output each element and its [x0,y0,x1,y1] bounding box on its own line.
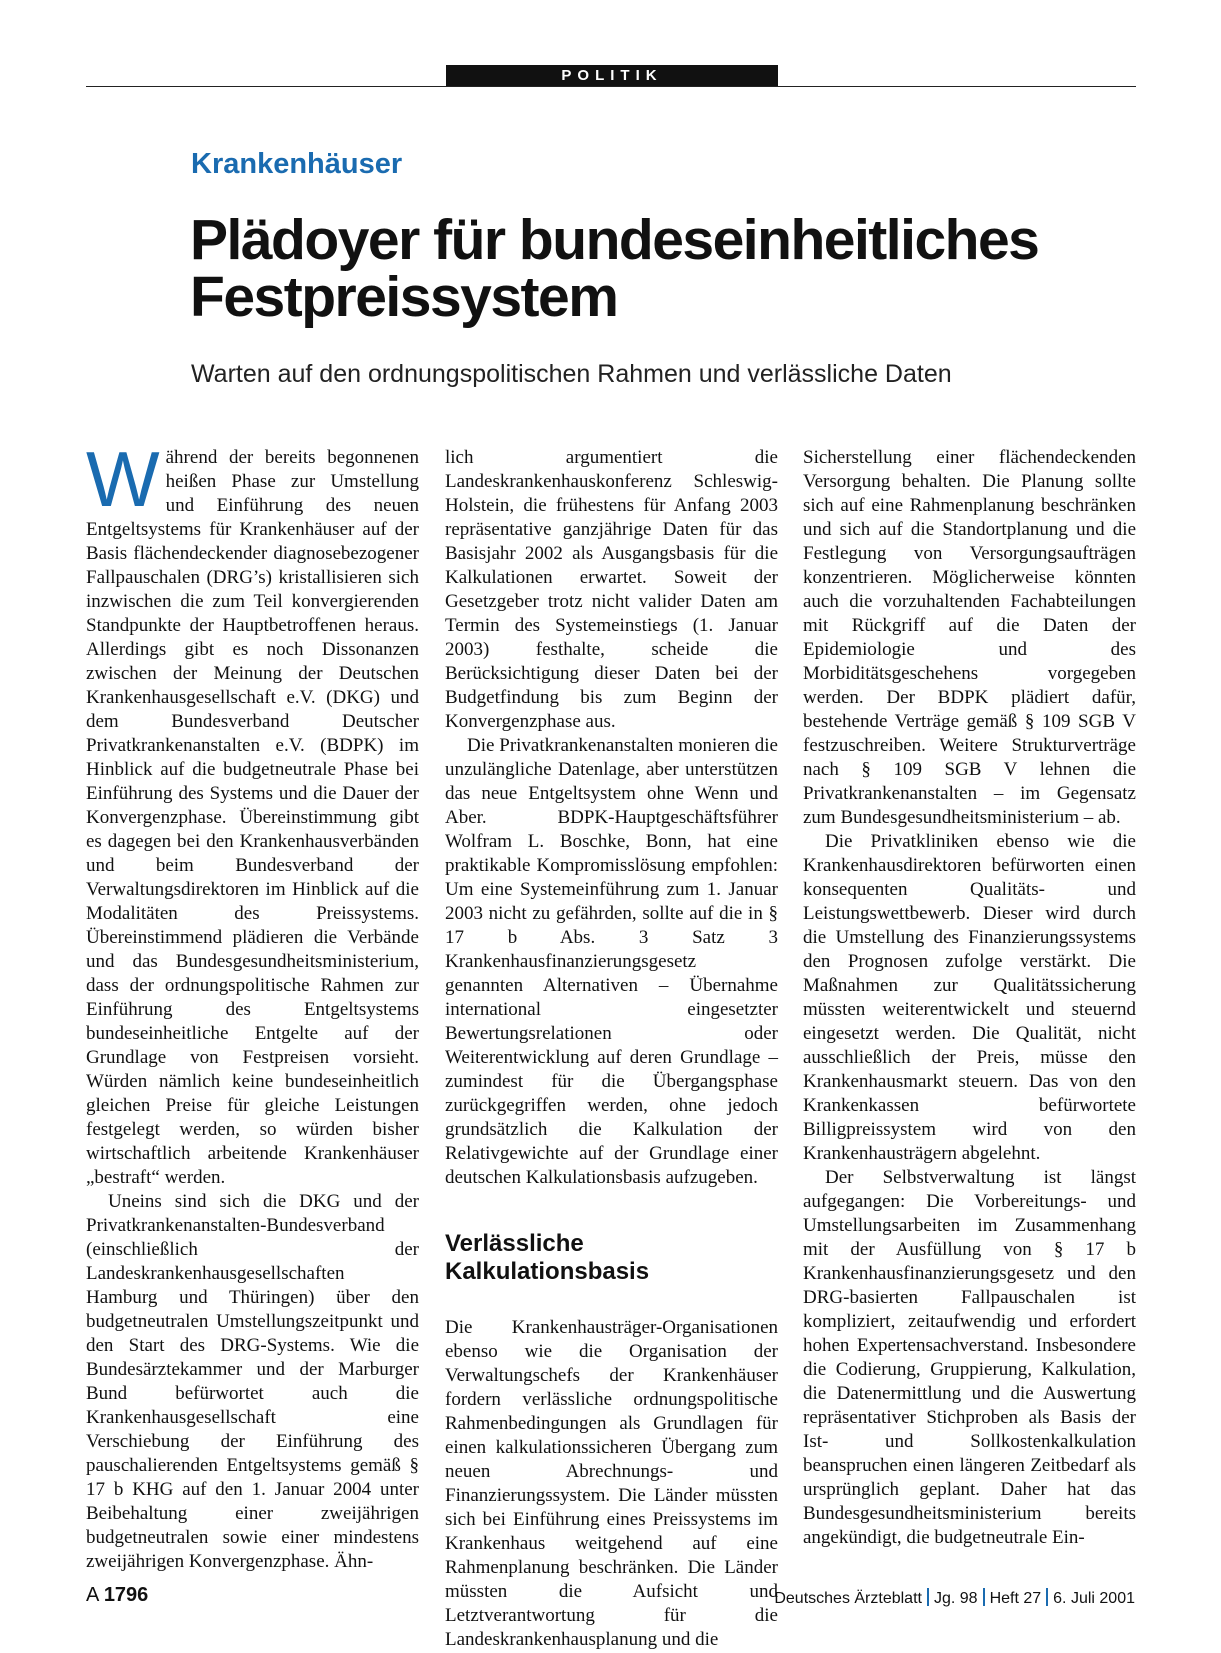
separator [927,1588,929,1606]
section-heading: Verlässliche Kalkulationsbasis [445,1230,650,1285]
drop-cap: W [86,435,160,523]
page-number-value: 1796 [103,1584,149,1606]
journal-issue: Heft 27 [989,1590,1042,1607]
paragraph: lich argumentiert die Landeskrankenhauskonferenz Schleswig-Holstein, die frühestens für Anfang 2003 repräsentative ganzjährige Daten für das Basisjahr 2002 als Ausgangsbasis für die Kalkulationen erwartet. Soweit der Gesetzgeber trotz nicht valider Daten am Termin des Systemeinstiegs (1. Januar 2003) festhalte, scheide die Berücksichtigung dieser Daten bei der Budgetfindung bis zum Beginn der Konvergenzphase aus. [445,447,778,732]
separator [1046,1588,1048,1606]
subtitle: Warten auf den ordnungspolitischen Rahmen und verlässliche Daten [191,360,952,388]
paragraph: Uneins sind sich die DKG und der Privatkrankenanstalten-Bundesverband (einschließlich der Landeskrankenhausgesellschaften Hamburg und Thüringen) über den budgetneutralen Umstellungszeitpunkt und den Start des DRG-Systems. Wie die Bundesärztekammer und der Marburger Bund befürwortet auch die Krankenhausgesellschaft eine Verschiebung der Einführung des pauschalierenden Entgeltsystems gemäß § 17 b KHG auf den 1. Januar 2004 unter Beibehaltung einer zweijährigen budgetneutralen sowie einer mindestens zweijährigen Konvergenzphase. Ähn- [86,1191,419,1572]
page-number [86,1584,148,1607]
journal-name: Deutsches Ärzteblatt [774,1590,922,1607]
article-column-2 [445,446,778,1652]
article-column-3 [803,446,1136,1550]
paragraph: Die Privatkrankenanstalten monieren die unzulängliche Datenlage, aber unterstützen das neue Entgeltsystem ohne Wenn und Aber. BDPK-Hauptgeschäftsführer Wolfram L. Boschke, Bonn, hat eine praktikable Kompromisslösung empfohlen: Um eine Systemeinführung zum 1. Januar 2003 nicht zu gefährden, sollte auf die in § 17 b Abs. 3 Satz 3 Krankenhausfinanzierungsgesetz genannten Alternativen – Übernahme international eingesetzter Bewertungsrelationen oder Weiterentwicklung auf deren Grundlage – zumindest für die Übergangsphase zurückgegriffen werden, ohne jedoch grundsätzlich die Kalkulation der Relativgewichte auf der Grundlage einer deutschen Kalkulationsbasis aufzugeben. [445,735,778,1188]
separator [983,1588,985,1606]
paragraph: Die Privatkliniken ebenso wie die Krankenhausdirektoren befürworten einen konsequenten Qualitäts- und Leistungswettbewerb. Dieser wird durch die Umstellung des Finanzierungssystems den Prognosen zufolge verstärkt. Die Maßnahmen zur Qualitätssicherung müssten weiterentwickelt und steuernd eingesetzt werden. Die Qualität, nicht ausschließlich der Preis, müsse den Krankenhausmarkt steuern. Das von den Krankenkassen befürwortete Billigpreissystem wird von den Krankenhausträgern abgelehnt. [803,831,1136,1164]
headline [190,208,1170,329]
article-column-1 [86,435,419,1574]
section-label: POLITIK [446,65,778,86]
journal-footer [774,1588,1135,1608]
paragraph: Der Selbstverwaltung ist längst aufgegangen: Die Vorbereitungs- und Umstellungsarbeiten im Zusammenhang mit der Ausfüllung von § 17 b Krankenhausfinanzierungsgesetz und den DRG-basierten Fallpauschalen ist kompliziert, zeitaufwendig und erfordert hohen Expertensachverstand. Insbesondere die Codierung, Gruppierung, Kalkulation, die Datenermittlung und die Auswertung repräsentativer Stichproben als Basis der Ist- und Sollkostenkalkulation beanspruchen einen längeren Zeitbedarf als ursprünglich geplant. Daher hat das Bundesgesundheitsministerium bereits angekündigt, die budgetneutrale Ein- [803,1167,1136,1548]
paragraph [86,435,419,1190]
section-rule [86,86,1136,87]
journal-date: 6. Juli 2001 [1053,1590,1135,1607]
kicker: Krankenhäuser [191,148,403,180]
paragraph: Sicherstellung einer flächendeckenden Versorgung behalten. Die Planung sollte sich auf eine Rahmenplanung beschränken und sich auf die Standortplanung und die Festlegung von Versorgungsaufträgen konzentrieren. Möglicherweise könnten auch die vorzuhaltenden Fachabteilungen mit Rückgriff auf die Daten der Epidemiologie und des Morbiditätsgeschehens vorgegeben werden. Der BDPK plädiert dafür, bestehende Verträge gemäß § 109 SGB V festzuschreiben. Weitere Strukturverträge nach § 109 SGB V lehnen die Privatkrankenanstalten – im Gegensatz zum Bundesgesundheitsministerium – ab. [803,447,1136,828]
paragraph: Die Krankenhausträger-Organisationen ebenso wie die Organisation der Verwaltungschefs der Krankenhäuser fordern verlässliche ordnungspolitische Rahmenbedingungen als Grundlagen für einen kalkulationssicheren Übergang zum neuen Abrechnungs- und Finanzierungssystem. Die Länder müssten sich bei Einführung eines Preissystems im Krankenhaus weitgehend auf eine Rahmenplanung beschränken. Die Länder müssten die Aufsicht und Letztverantwortung für die Landeskrankenhausplanung und die [445,1317,778,1650]
page-prefix: A [86,1584,99,1606]
headline-line-2: Festpreissystem [190,265,618,329]
journal-volume: Jg. 98 [933,1590,978,1607]
headline-line-1: Plädoyer für bundeseinheitliches [190,208,1039,272]
paragraph-text: ährend der bereits begonnenen heißen Phase zur Umstellung und Einführung des neuen Entgeltsystems für Krankenhäuser auf der Basis flächendeckender diagnosebezogener Fallpauschalen (DRG’s) kristallisieren sich inzwischen die zum Teil konvergierenden Standpunkte der Hauptbetroffenen heraus. Allerdings gibt es noch Dissonanzen zwischen der Meinung der Deutschen Krankenhausgesellschaft e.V. (DKG) und dem Bundesverband Deutscher Privatkrankenanstalten e.V. (BDPK) im Hinblick auf die budgetneutrale Phase bei Einführung des Systems und die Dauer der Konvergenzphase. Übereinstimmung gibt es dagegen bei den Krankenhausverbänden und beim Bundesverband der Verwaltungsdirektoren im Hinblick auf die Modalitäten des Preissystems. Übereinstimmend plädieren die Verbände und das Bundesgesundheitsministerium, dass der ordnungspolitische Rahmen zur Einführung des Entgeltsystems bundeseinheitliche Entgelte auf der Grundlage von Festpreisen vorsieht. Würden nämlich keine bundeseinheitlich gleichen Preise für gleiche Leistungen festgelegt werden, so würden bisher wirtschaftlich arbeitende Krankenhäuser „bestraft“ werden. [86,447,419,1188]
